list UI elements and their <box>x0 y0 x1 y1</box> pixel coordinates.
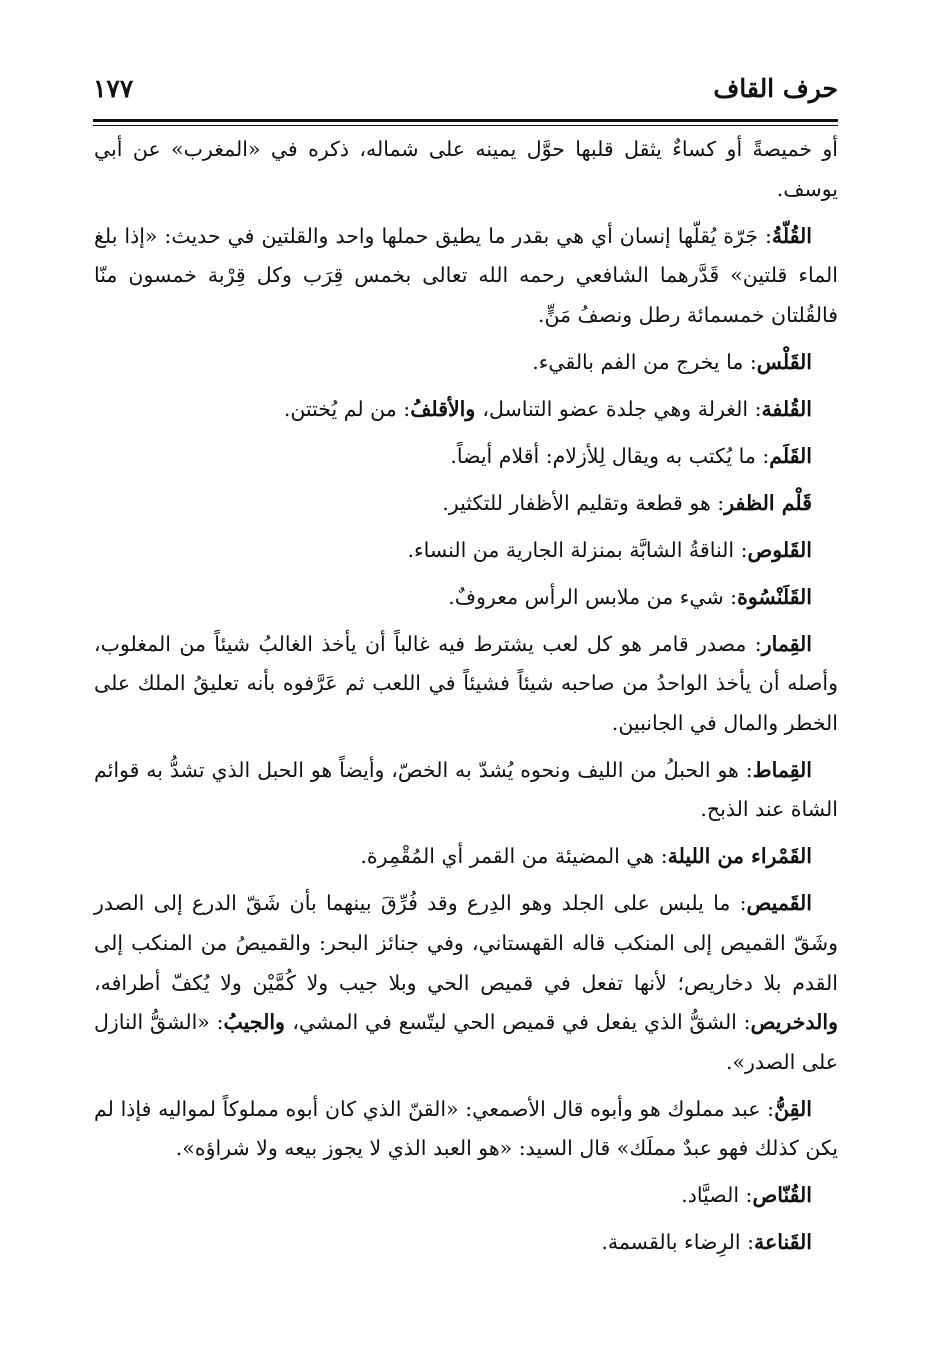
entry-text: : مصدر قامر هو كل لعب يشترط فيه غالباً أن يأخذ الغالبُ شيئاً من المغلوب، وأصله أن يأخذ الواحدُ من صاحبه شيئاً فشيئاً في اللعب ثم عَرَّفوه بأنه تعليقُ الملك على الخطر والمال في الجانبين. <box>94 631 838 735</box>
headword: القِماط <box>752 757 812 782</box>
headword: القَلْس <box>756 349 812 374</box>
headword: القِمار <box>761 631 812 656</box>
entry-text: : من لم يُختتن. <box>283 396 411 421</box>
entry-qalansuwa <box>94 578 838 618</box>
headword: والجيبُ <box>223 1010 293 1035</box>
headword: والدخريص <box>750 1010 838 1035</box>
entry-text: أو خميصةً أو كساءٌ يثقل قلبها حوَّل يمينه على شماله، ذكره في «المغرب» عن أبي يوسف. <box>94 137 838 201</box>
entry-qalm-alzufr <box>94 484 838 524</box>
entry-qimar <box>94 625 838 744</box>
headword: القَميص <box>746 891 812 916</box>
headword: القَمْراء من الليلة <box>667 844 812 869</box>
entry-text: : «الشقُّ النازل على الصدر». <box>94 1010 838 1074</box>
header-rule-thin <box>93 125 838 126</box>
entry-qunnas <box>94 1176 838 1216</box>
entry-qulfa <box>94 390 838 430</box>
entry-continuation <box>94 130 838 209</box>
page-number: ١٧٧ <box>93 74 134 103</box>
entry-text: : ما يُكتب به ويقال لِلأزلام: أقلام أيضاً. <box>450 443 770 468</box>
entry-qalam <box>94 437 838 477</box>
dictionary-body <box>94 130 838 1270</box>
header-rule-thick <box>93 119 838 122</box>
entry-text: : هي المضيئة من القمر أي المُقْمِرة. <box>360 844 668 869</box>
headword: القَلَم <box>769 443 812 468</box>
entry-text: : الناقةُ الشابَّة بمنزلة الجارية من النساء. <box>407 537 748 562</box>
headword: القُنّاص <box>752 1183 812 1208</box>
entry-qimat <box>94 751 838 830</box>
running-head: حرف القاف <box>713 74 838 103</box>
entry-qanaa <box>94 1223 838 1263</box>
headword: القُلفة <box>761 396 812 421</box>
headword: قَلْم الظفر <box>724 490 812 515</box>
headword: القَناعة <box>754 1230 812 1255</box>
headword: والأقلفُ <box>410 396 483 421</box>
entry-qalus <box>94 531 838 571</box>
entry-text: : الصيَّاد. <box>681 1183 753 1208</box>
entry-qals <box>94 343 838 383</box>
headword: القَلوص <box>747 537 812 562</box>
entry-text: : ما يخرج من الفم بالقيء. <box>532 349 757 374</box>
entry-qinn <box>94 1090 838 1169</box>
entry-text: : جَرّة يُقلّها إنسان أي هي بقدر ما يطيق حملها واحد والقلتين في حديث: «إذا بلغ الماء قلتين» قَدَّرهما الشافعي رحمه الله تعالى بخمس قِرَب وكل قِرْبة خمسون منّا فالقُلتان خمسمائة رطل ونصفُ مَنٍّ. <box>94 223 838 327</box>
entry-text: : ما يلبس على الجلد وهو الدِرع وقد فُرِّقَ بينهما بأن شَقّ الدرع إلى الصدر وشَقّ القميص إلى المنكب قاله القهستاني، وفي جنائز البحر: والقميصُ من المنكب إلى القدم بلا دخاريص؛ لأنها تفعل في قميص الحي وبلا جيب ولا كُمَّيْن ولا يُكفّ أطرافه، <box>94 891 838 995</box>
headword: القُلّةُ <box>771 223 812 248</box>
entry-qulla <box>94 217 838 336</box>
entry-text: : شيء من ملابس الرأس معروفٌ. <box>448 584 738 609</box>
entry-text: : هو قطعة وتقليم الأظفار للتكثير. <box>442 490 725 515</box>
entry-text: : عبد مملوك هو وأبوه قال الأصمعي: «القنّ الذي كان أبوه مملوكاً لمواليه فإذا لم يكن كذلك فهو عبدٌ مملَك» قال السيد: «هو العبد الذي لا يجوز بيعه ولا شراؤه». <box>94 1096 838 1161</box>
entry-text: : الغرلة وهي جلدة عضو التناسل، <box>482 396 762 421</box>
headword: القَلَنْسُوة <box>737 584 812 609</box>
entry-text: : الشقُّ الذي يفعل في قميص الحي ليتّسع في المشي، <box>292 1010 751 1035</box>
headword: القِنُّ <box>774 1096 812 1121</box>
entry-qamra <box>94 837 838 877</box>
page-header <box>93 70 838 114</box>
entry-text: : الرِضاء بالقسمة. <box>601 1230 755 1255</box>
entry-qamis <box>94 884 838 1082</box>
entry-text: : هو الحبلُ من الليف ونحوه يُشدّ به الخصّ، وأيضاً هو الحبل الذي تشدُّ به قوائم الشاة عند الذبح. <box>94 757 838 822</box>
